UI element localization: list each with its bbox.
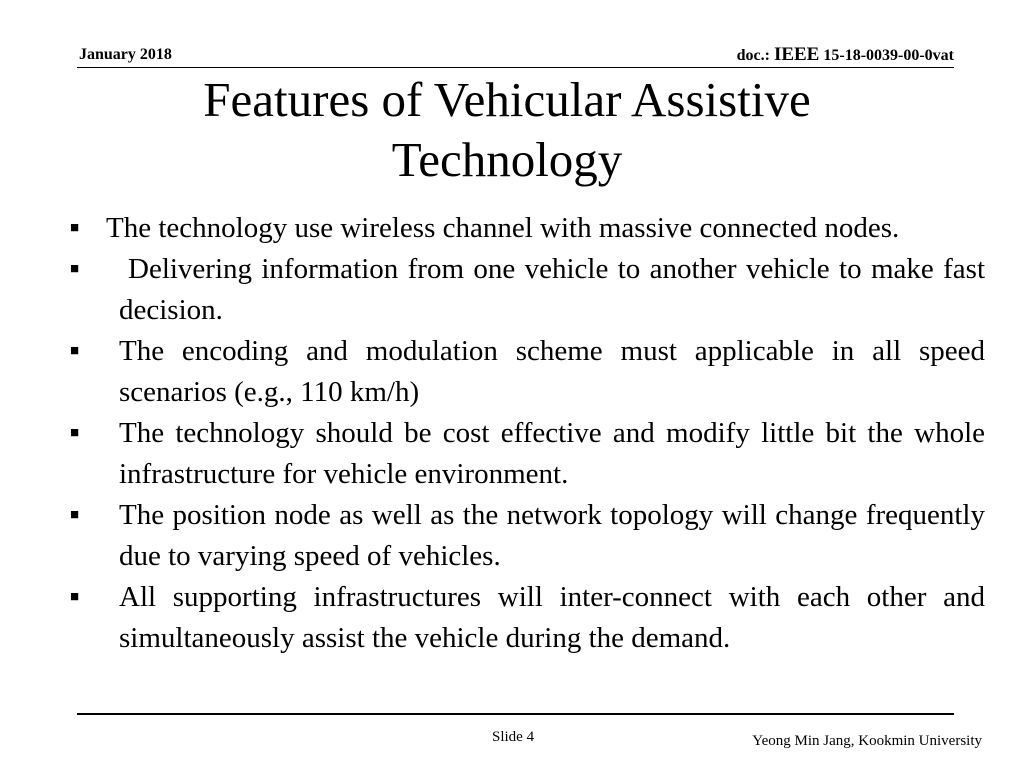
- bullet-list: [64, 208, 985, 659]
- footer-rule: [77, 713, 954, 715]
- bullet-text: All supporting infrastructures will inter-connect with each other and simultaneously assist the vehicle during the demand.: [119, 581, 985, 654]
- header-date: January 2018: [79, 46, 172, 63]
- bullet-item: [64, 577, 985, 659]
- slide-number: Slide 4: [492, 729, 535, 745]
- bullet-item: [64, 249, 985, 331]
- doc-prefix: doc.:: [736, 47, 774, 64]
- bullet-text: The technology should be cost effective and modify little bit the whole infrastructure for vehicle environment.: [119, 417, 985, 490]
- bullet-square-icon: ■: [70, 589, 80, 605]
- header-rule: [77, 67, 954, 68]
- bullet-item: [64, 208, 985, 249]
- bullet-item: [64, 331, 985, 413]
- bullet-text: Delivering information from one vehicle to another vehicle to make fast decision.: [119, 253, 985, 326]
- bullet-square-icon: ■: [70, 507, 80, 523]
- bullet-item: [64, 495, 985, 577]
- bullet-item: [64, 413, 985, 495]
- bullet-square-icon: ■: [70, 220, 80, 236]
- bullet-square-icon: ■: [70, 261, 80, 277]
- footer-author: Yeong Min Jang, Kookmin University: [752, 733, 982, 749]
- doc-number: 15-18-0039-00-0vat: [819, 47, 954, 64]
- bullet-square-icon: ■: [70, 343, 80, 359]
- bullet-text: The encoding and modulation scheme must applicable in all speed scenarios (e.g., 110 km/h): [119, 335, 985, 408]
- slide-title: Features of Vehicular Assistive Technology: [203, 72, 811, 187]
- bullet-square-icon: ■: [70, 425, 80, 441]
- header-doc-id: [737, 45, 954, 66]
- doc-org: IEEE: [773, 44, 820, 65]
- bullet-text: The position node as well as the network topology will change frequently due to varying speed of vehicles.: [119, 499, 985, 572]
- bullet-text: The technology use wireless channel with massive connected nodes.: [106, 212, 900, 244]
